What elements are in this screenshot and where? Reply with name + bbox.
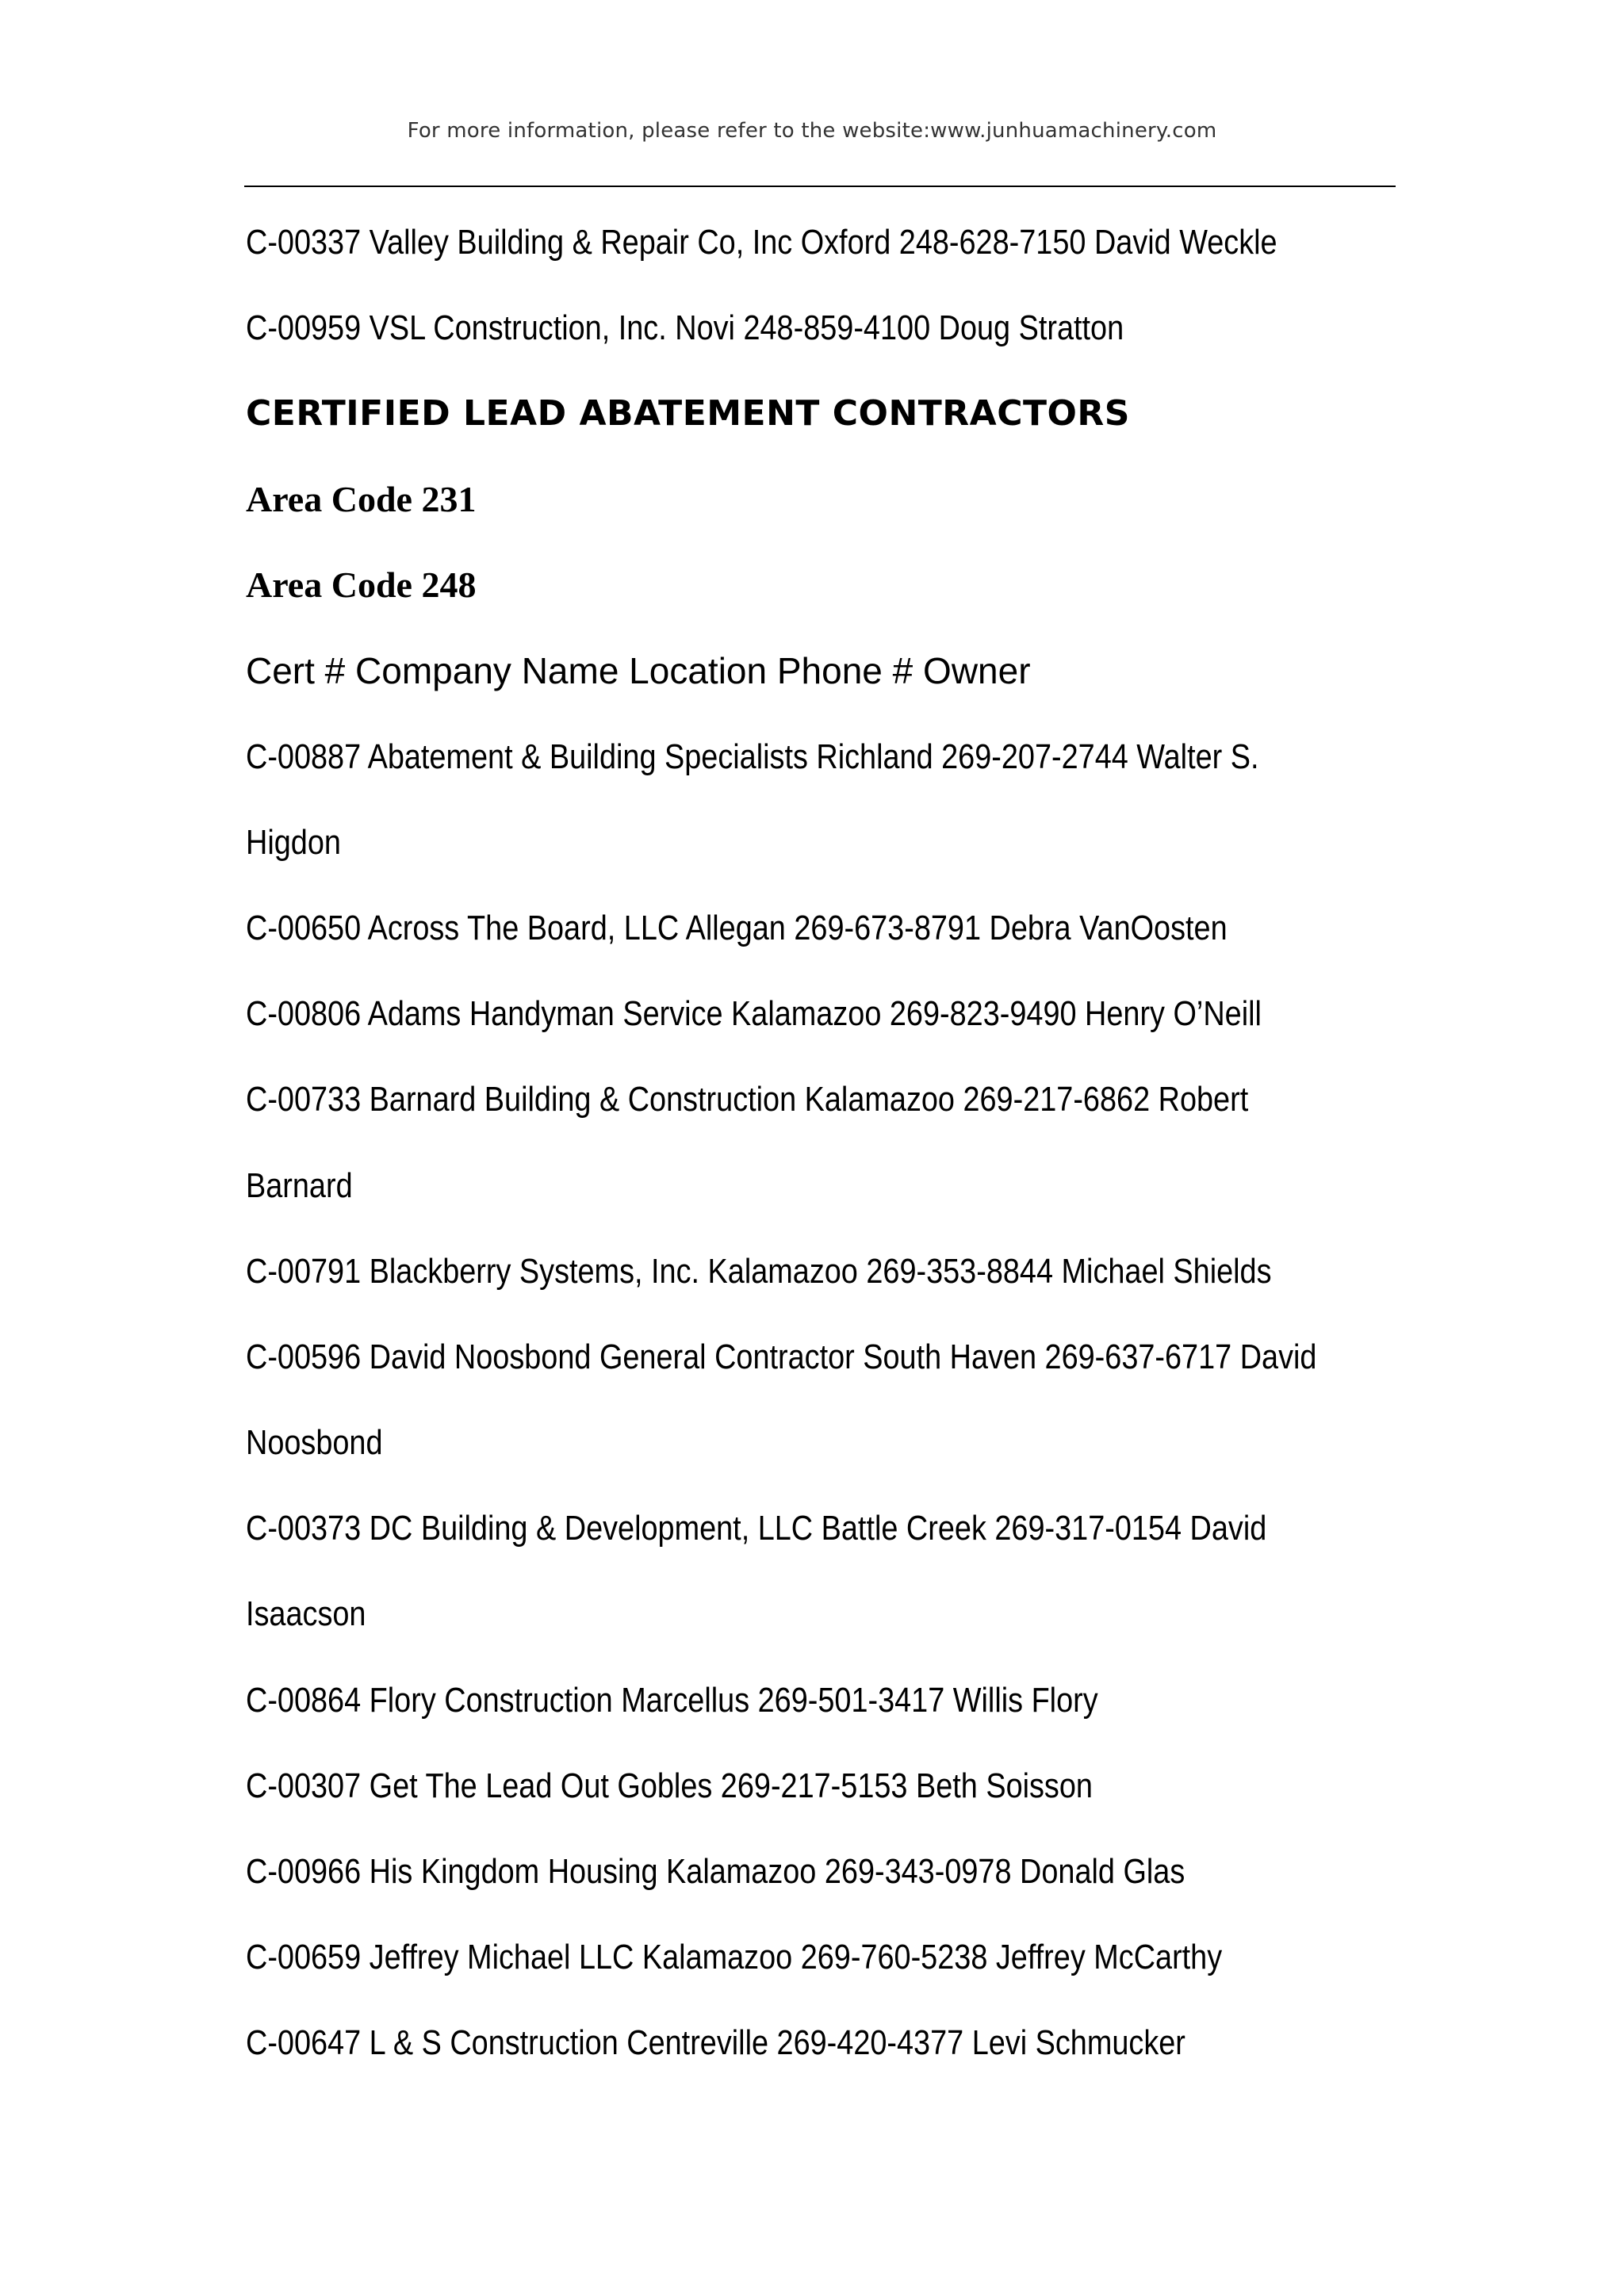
page-header-note: For more information, please refer to the website:www.junhuamachinery.com — [407, 119, 1217, 143]
contractor-entry-continuation: Isaacson — [246, 1594, 366, 1633]
contractor-entry: C-00733 Barnard Building & Construction Kalamazoo 269-217-6862 Robert — [246, 1080, 1249, 1119]
column-headers: Cert # Company Name Location Phone # Owner — [246, 650, 1031, 691]
contractor-entry: C-00959 VSL Construction, Inc. Novi 248-859-4100 Doug Stratton — [246, 308, 1124, 347]
contractor-entry-continuation: Barnard — [246, 1166, 353, 1205]
area-code-heading: Area Code 248 — [246, 564, 477, 605]
contractor-entry: C-00887 Abatement & Building Specialists Richland 269-207-2744 Walter S. — [246, 737, 1259, 776]
contractor-entry: C-00791 Blackberry Systems, Inc. Kalamazoo 269-353-8844 Michael Shields — [246, 1252, 1272, 1291]
contractor-entry: C-00806 Adams Handyman Service Kalamazoo 269-823-9490 Henry O’Neill — [246, 994, 1262, 1033]
area-code-heading: Area Code 231 — [246, 479, 477, 519]
contractor-entry: C-00864 Flory Construction Marcellus 269-501-3417 Willis Flory — [246, 1681, 1098, 1720]
header-divider — [244, 186, 1396, 187]
contractor-entry-continuation: Noosbond — [246, 1423, 383, 1462]
contractor-entry: C-00596 David Noosbond General Contractor South Haven 269-637-6717 David — [246, 1337, 1317, 1376]
section-heading: CERTIFIED LEAD ABATEMENT CONTRACTORS — [246, 393, 1130, 434]
contractor-entry-continuation: Higdon — [246, 823, 341, 862]
contractor-entry: C-00966 His Kingdom Housing Kalamazoo 269-343-0978 Donald Glas — [246, 1852, 1185, 1891]
contractor-entry: C-00307 Get The Lead Out Gobles 269-217-5153 Beth Soisson — [246, 1766, 1093, 1805]
contractor-entry: C-00337 Valley Building & Repair Co, Inc Oxford 248-628-7150 David Weckle — [246, 223, 1277, 262]
contractor-entry: C-00650 Across The Board, LLC Allegan 269-673-8791 Debra VanOosten — [246, 909, 1228, 947]
contractor-entry: C-00659 Jeffrey Michael LLC Kalamazoo 269-760-5238 Jeffrey McCarthy — [246, 1938, 1223, 1976]
contractor-entry: C-00373 DC Building & Development, LLC Battle Creek 269-317-0154 David — [246, 1509, 1267, 1548]
contractor-entry: C-00647 L & S Construction Centreville 269-420-4377 Levi Schmucker — [246, 2023, 1185, 2062]
